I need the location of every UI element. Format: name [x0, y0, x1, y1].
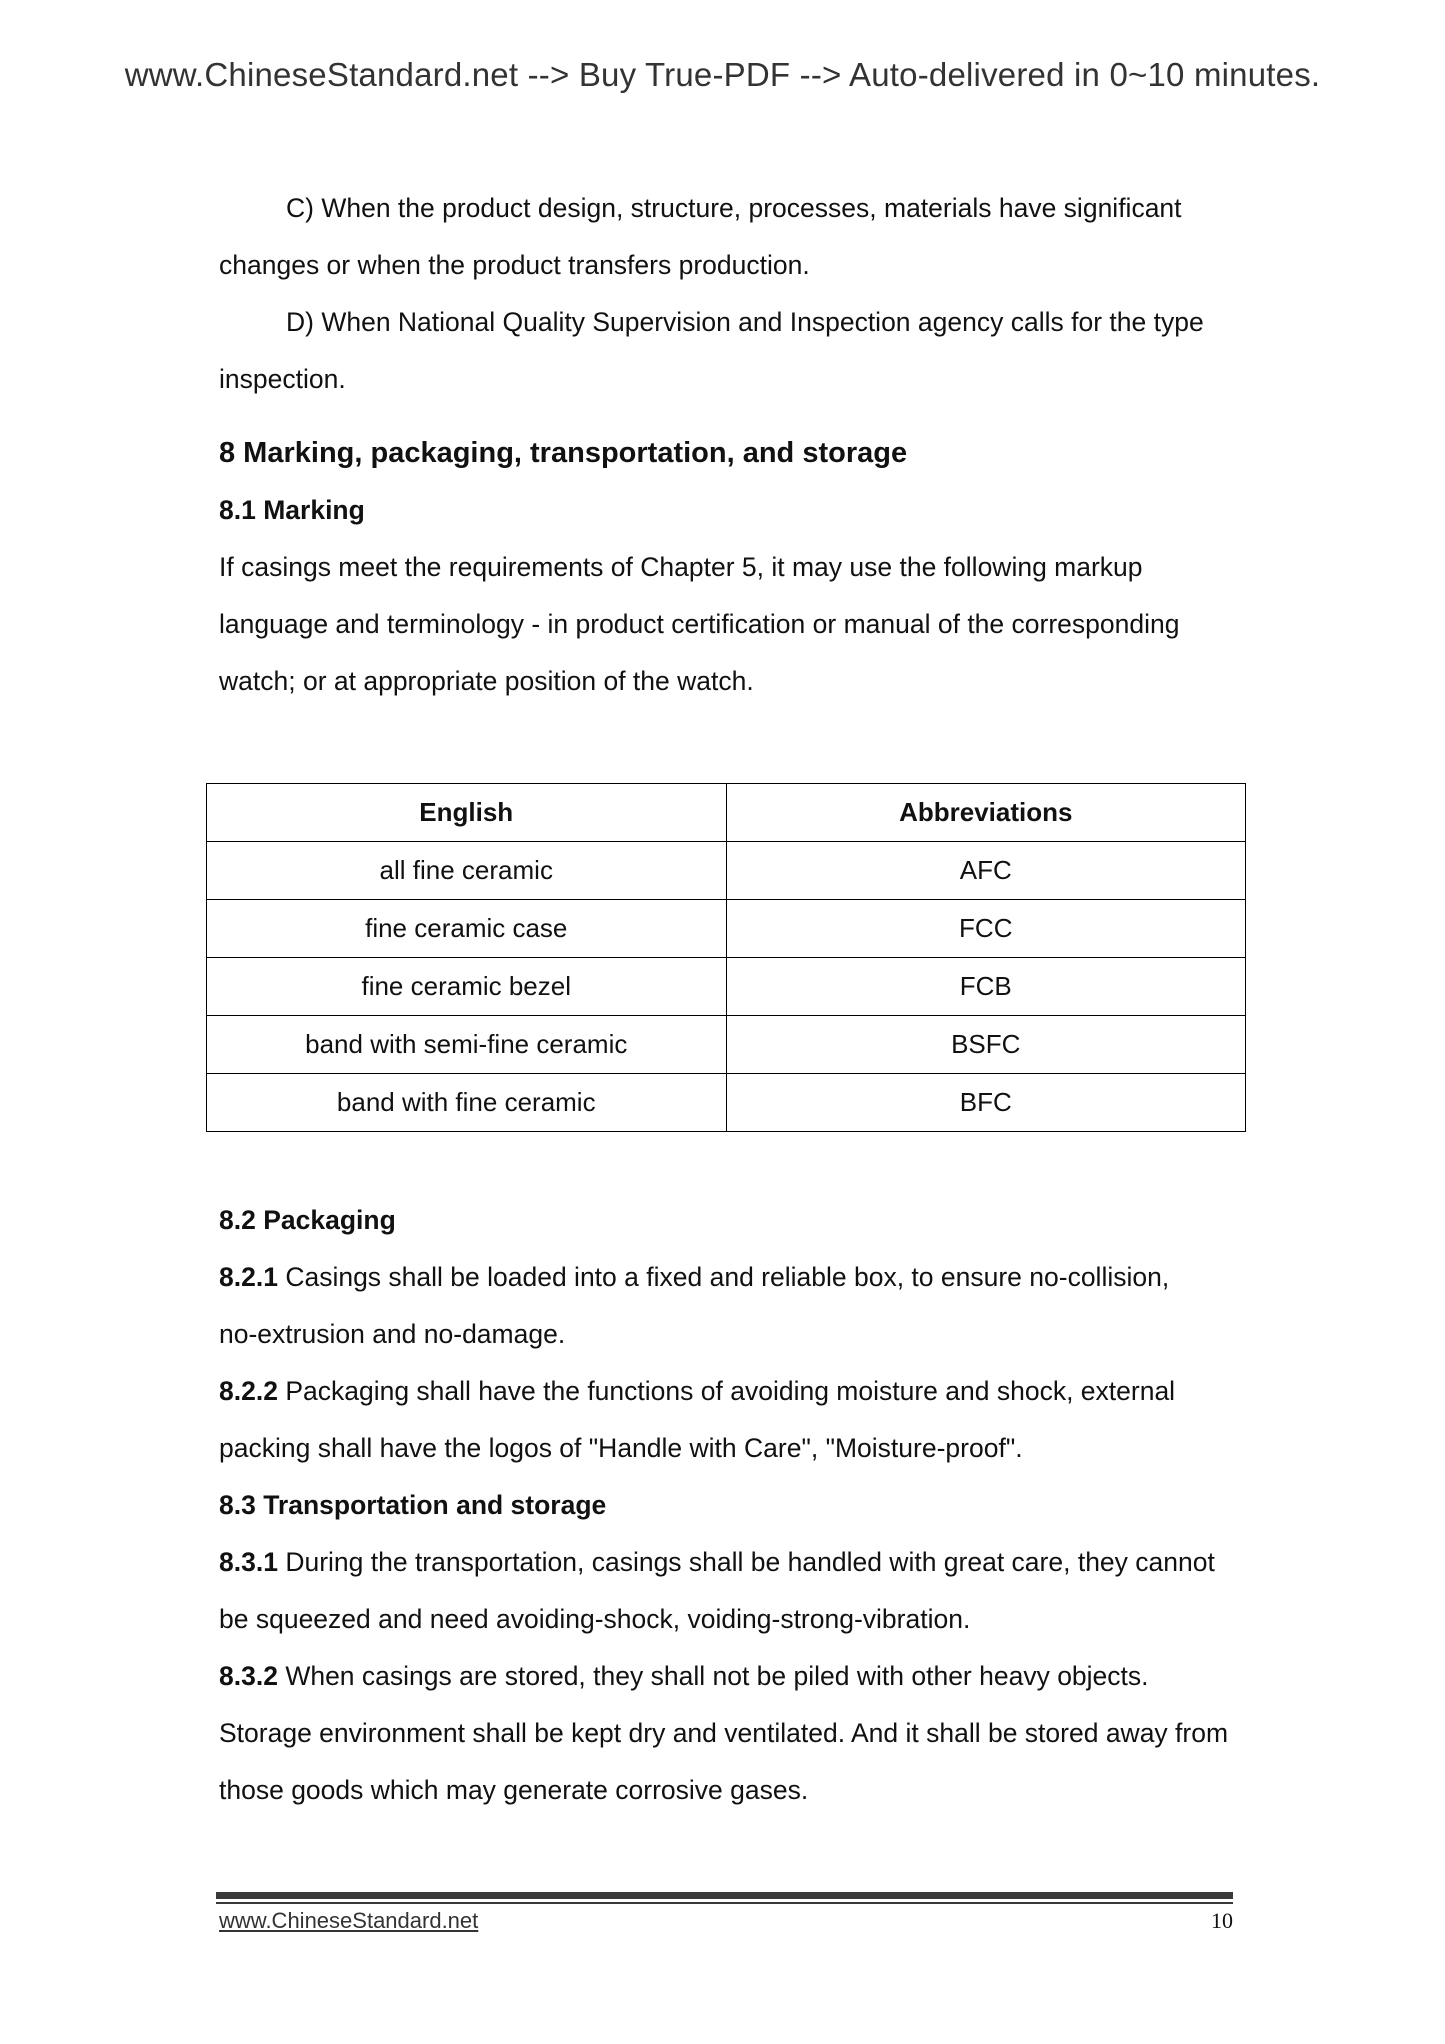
- s822-line2: packing shall have the logos of "Handle with Care", "Moisture-proof".: [219, 1433, 1023, 1463]
- table-cell-english: fine ceramic bezel: [207, 958, 727, 1016]
- table-header-abbreviations: Abbreviations: [726, 784, 1246, 842]
- table-cell-abbreviation: BFC: [726, 1074, 1246, 1132]
- table-cell-english: band with fine ceramic: [207, 1074, 727, 1132]
- s832-line1: [219, 1648, 1239, 1705]
- table-cell-abbreviation: FCC: [726, 900, 1246, 958]
- table-row: [207, 900, 1246, 958]
- table-row: [207, 1074, 1246, 1132]
- clause-number: 8.2.1: [219, 1262, 278, 1292]
- table-cell-abbreviation: AFC: [726, 842, 1246, 900]
- s831-line1: [219, 1534, 1239, 1591]
- section-8-1-heading: 8.1 Marking: [219, 495, 365, 525]
- clause-text: During the transportation, casings shall be handled with great care, they cannot: [277, 1547, 1215, 1577]
- section-8-heading: 8 Marking, packaging, transportation, and storage: [219, 437, 908, 469]
- s831-line2: be squeezed and need avoiding-shock, voiding-strong-vibration.: [219, 1604, 971, 1634]
- footer-link[interactable]: www.ChineseStandard.net: [219, 1908, 479, 1933]
- s832-line2: Storage environment shall be kept dry and ventilated. And it shall be stored away from: [219, 1718, 1229, 1748]
- table-row: [207, 842, 1246, 900]
- table-cell-abbreviation: FCB: [726, 958, 1246, 1016]
- section-8-3-heading: 8.3 Transportation and storage: [219, 1490, 607, 1520]
- table-row: [207, 958, 1246, 1016]
- abbreviation-table: [206, 783, 1246, 1132]
- header-banner[interactable]: www.ChineseStandard.net --> Buy True-PDF --> Auto-delivered in 0~10 minutes.: [124, 56, 1321, 93]
- s81-text-line2: language and terminology - in product certification or manual of the corresponding: [219, 609, 1180, 639]
- table-cell-abbreviation: BSFC: [726, 1016, 1246, 1074]
- s822-line1: [219, 1363, 1239, 1420]
- clause-number: 8.3.1: [219, 1547, 278, 1577]
- section-8-2-heading: 8.2 Packaging: [219, 1205, 396, 1235]
- document-body: [219, 180, 1239, 710]
- footer-divider-thin: [216, 1902, 1233, 1904]
- table-cell-english: band with semi-fine ceramic: [207, 1016, 727, 1074]
- page-number: 10: [1211, 1908, 1233, 1933]
- s81-text-line3: watch; or at appropriate position of the watch.: [219, 666, 754, 696]
- table-header-english: English: [207, 784, 727, 842]
- item-d-line1: D) When National Quality Supervision and Inspection agency calls for the type: [286, 307, 1204, 337]
- item-d-line2: inspection.: [219, 364, 346, 394]
- s832-line3: those goods which may generate corrosive gases.: [219, 1775, 809, 1805]
- clause-number: 8.3.2: [219, 1661, 278, 1691]
- document-body-continued: [219, 1192, 1239, 1819]
- clause-text: Casings shall be loaded into a fixed and reliable box, to ensure no-collision,: [277, 1262, 1170, 1292]
- item-c-line1: C) When the product design, structure, processes, materials have significant: [286, 193, 1182, 223]
- footer-divider-thick: [216, 1892, 1233, 1899]
- clause-text: When casings are stored, they shall not be piled with other heavy objects.: [277, 1661, 1149, 1691]
- table-cell-english: all fine ceramic: [207, 842, 727, 900]
- clause-text: Packaging shall have the functions of avoiding moisture and shock, external: [277, 1376, 1176, 1406]
- table-row: [207, 1016, 1246, 1074]
- item-c-line2: changes or when the product transfers production.: [219, 250, 810, 280]
- table-header-row: [207, 784, 1246, 842]
- clause-number: 8.2.2: [219, 1376, 278, 1406]
- table-cell-english: fine ceramic case: [207, 900, 727, 958]
- s821-line2: no-extrusion and no-damage.: [219, 1319, 566, 1349]
- s821-line1: [219, 1249, 1239, 1306]
- s81-text-line1: If casings meet the requirements of Chapter 5, it may use the following markup: [219, 552, 1143, 582]
